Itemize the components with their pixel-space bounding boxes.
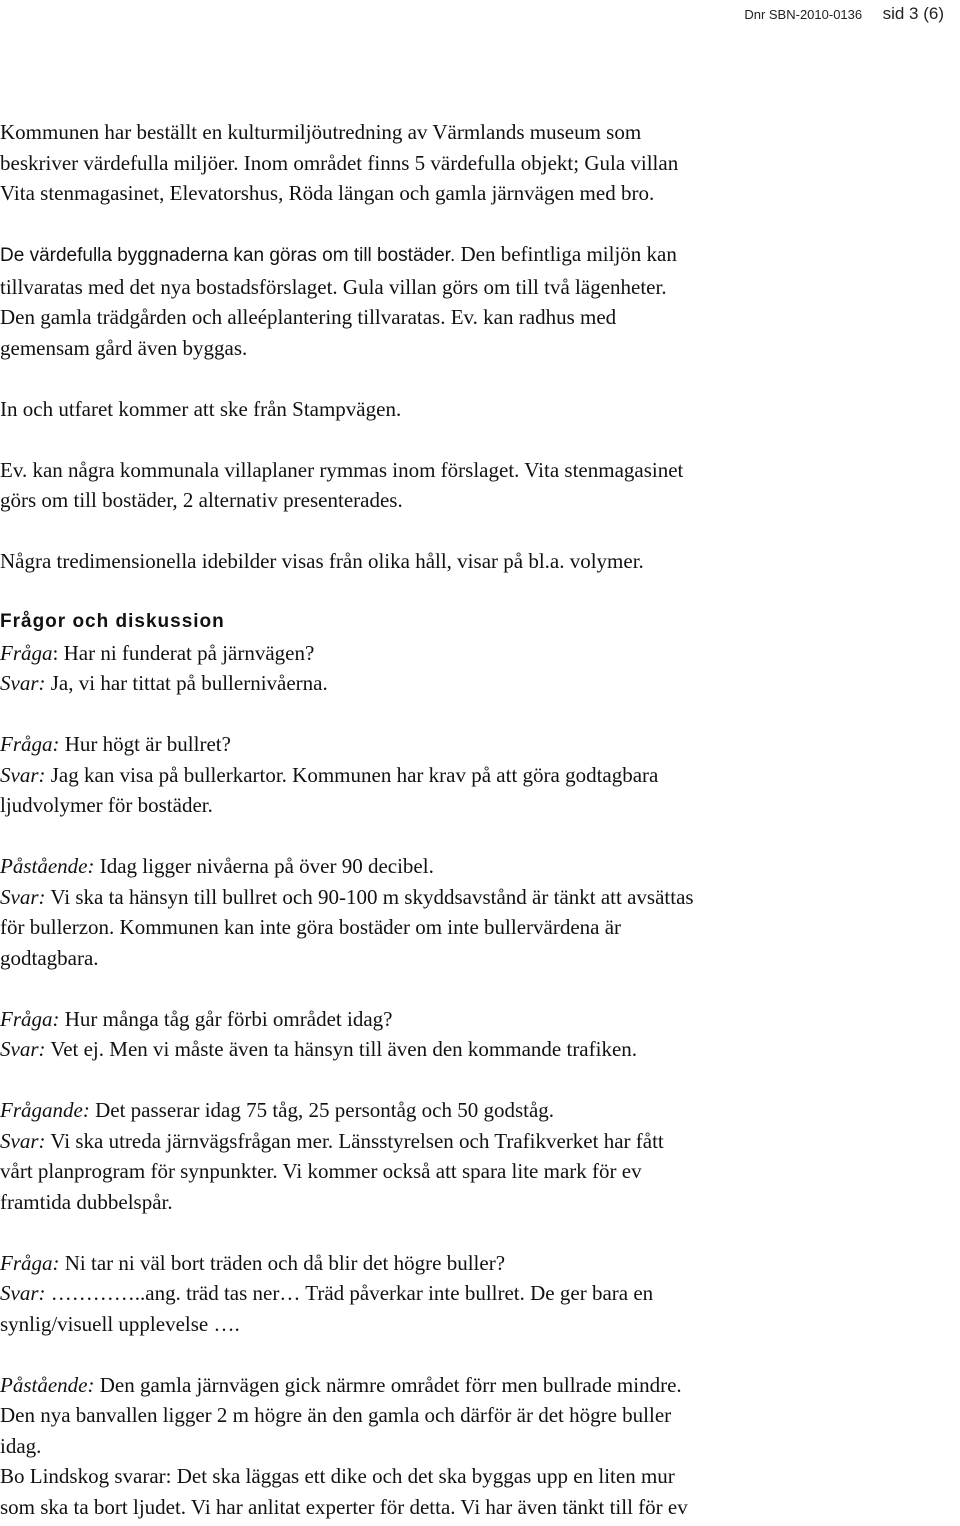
qa-block: [0, 638, 960, 699]
speaker-label: Frågande:: [0, 1098, 90, 1122]
qa-line: [0, 1034, 960, 1065]
text-line: Några tredimensionella idebilder visas från olika håll, visar på bl.a. volymer.: [0, 549, 644, 573]
qa-block: [0, 1370, 960, 1523]
speaker-label: Svar:: [0, 1037, 46, 1061]
page-header: [744, 4, 944, 24]
qa-line: [0, 1431, 960, 1462]
text-line: Ev. kan några kommunala villaplaner rymmas inom förslaget. Vita stenmagasinet: [0, 457, 684, 482]
qa-text: idag.: [0, 1433, 42, 1458]
text-line: Vita stenmagasinet, Elevatorshus, Röda längan och gamla järnvägen med bro.: [0, 181, 655, 205]
qa-text: framtida dubbelspår.: [0, 1189, 173, 1214]
qa-text: Idag ligger nivåerna på över 90 decibel.: [94, 854, 434, 878]
speaker-label: Påstående:: [0, 854, 95, 878]
qa-line: [0, 882, 960, 913]
qa-text: Jag kan visa på bullerkartor. Kommunen har krav på att göra godtagbara: [45, 762, 659, 787]
qa-line: [0, 1278, 960, 1309]
qa-block: [0, 851, 960, 973]
images-paragraph: [0, 546, 960, 577]
qa-text: godtagbara.: [0, 945, 99, 970]
speaker-label: Svar:: [0, 1281, 46, 1305]
text-line: tillvaratas med det nya bostadsförslaget. Gula villan görs om till två lägenheter.: [0, 274, 667, 299]
qa-text: Ni tar ni väl bort träden och då blir det högre buller?: [59, 1250, 506, 1275]
speaker-label: Svar:: [0, 762, 46, 787]
qa-line: [0, 1126, 960, 1157]
qa-line: [0, 851, 960, 882]
qa-line: [0, 790, 960, 821]
qa-text: Den nya banvallen ligger 2 m högre än den gamla och därför är det högre buller: [0, 1403, 672, 1427]
qa-line: [0, 1400, 960, 1431]
qa-list: [0, 638, 960, 1523]
section-heading: Frågor och diskussion: [0, 611, 225, 632]
qa-line: [0, 1004, 960, 1035]
qa-text: ljudvolymer för bostäder.: [0, 793, 213, 817]
qa-text: Hur många tåg går förbi området idag?: [59, 1006, 393, 1031]
speaker-label: Fråga:: [0, 1006, 60, 1031]
text-line: Den gamla trädgården och alleéplantering tillvaratas. Ev. kan radhus med: [0, 305, 617, 329]
qa-text: Vi ska ta hänsyn till bullret och 90-100 m skyddsavstånd är tänkt att avsättas: [45, 884, 694, 909]
buildings-paragraph: [0, 239, 960, 363]
qa-text: Hur högt är bullret?: [59, 732, 231, 756]
qa-text: Det passerar idag 75 tåg, 25 persontåg och 50 godståg.: [89, 1098, 555, 1122]
qa-text: Bo Lindskog svarar: Det ska läggas ett dike och det ska byggas upp en liten mur: [0, 1464, 675, 1488]
qa-text: Vi ska utreda järnvägsfrågan mer. Länsstyrelsen och Trafikverket har fått: [45, 1128, 664, 1153]
text-line: gemensam gård även byggas.: [0, 335, 248, 360]
qa-line: [0, 668, 960, 699]
text-span-sans: De värdefulla byggnaderna kan göras om till bostäder.: [0, 245, 456, 266]
qa-block: [0, 1004, 960, 1065]
page-number: sid 3 (6): [882, 4, 944, 23]
villa-paragraph: [0, 455, 960, 516]
speaker-label: Fråga:: [0, 1250, 60, 1275]
intro-paragraph: [0, 117, 960, 209]
qa-line: [0, 1156, 960, 1187]
speaker-label: Fråga:: [0, 732, 60, 756]
text-line: Kommunen har beställt en kulturmiljöutredning av Värmlands museum som: [0, 120, 642, 144]
qa-line: [0, 1187, 960, 1218]
text-line: beskriver värdefulla miljöer. Inom området finns 5 värdefulla objekt; Gula villan: [0, 150, 679, 175]
qa-text: synlig/visuell upplevelse ….: [0, 1311, 240, 1336]
qa-line: [0, 1370, 960, 1401]
qa-text: vårt planprogram för synpunkter. Vi kommer också att spara lite mark för ev: [0, 1159, 642, 1183]
speaker-label: Svar:: [0, 671, 46, 695]
document-body: [0, 117, 960, 1522]
qa-text: : Har ni funderat på järnvägen?: [52, 640, 315, 665]
qa-line: [0, 1248, 960, 1279]
qa-text: som ska ta bort ljudet. Vi har anlitat experter för detta. Vi har även tänkt till för ev: [0, 1494, 688, 1519]
qa-text: för bullerzon. Kommunen kan inte göra bostäder om inte bullervärdena är: [0, 915, 622, 939]
text-line: In och utfaret kommer att ske från Stampvägen.: [0, 396, 402, 421]
qa-line: [0, 1492, 960, 1523]
qa-line: [0, 1309, 960, 1340]
qa-block: [0, 1095, 960, 1217]
document-number: Dnr SBN-2010-0136: [744, 7, 863, 22]
qa-block: [0, 1248, 960, 1340]
qa-block: [0, 729, 960, 821]
speaker-label: Svar:: [0, 884, 46, 909]
qa-text: Den gamla järnvägen gick närmre området förr men bullrade mindre.: [94, 1372, 682, 1397]
speaker-label: Svar:: [0, 1128, 46, 1153]
qa-text: Vet ej. Men vi måste även ta hänsyn till även den kommande trafiken.: [45, 1037, 638, 1061]
qa-line: [0, 943, 960, 974]
qa-line: [0, 729, 960, 760]
speaker-label: Fråga: [0, 640, 53, 665]
qa-text: Ja, vi har tittat på bullernivåerna.: [45, 671, 328, 695]
qa-line: [0, 638, 960, 669]
qa-line: [0, 912, 960, 943]
text-span: Den befintliga miljön kan: [455, 242, 677, 266]
speaker-label: Påstående:: [0, 1372, 95, 1397]
access-paragraph: [0, 394, 960, 425]
text-line: görs om till bostäder, 2 alternativ presenterades.: [0, 488, 403, 512]
qa-line: [0, 1095, 960, 1126]
qa-text: …………..ang. träd tas ner… Träd påverkar inte bullret. De ger bara en: [45, 1281, 654, 1305]
qa-line: [0, 1461, 960, 1492]
text-line: [0, 239, 960, 272]
qa-line: [0, 760, 960, 791]
